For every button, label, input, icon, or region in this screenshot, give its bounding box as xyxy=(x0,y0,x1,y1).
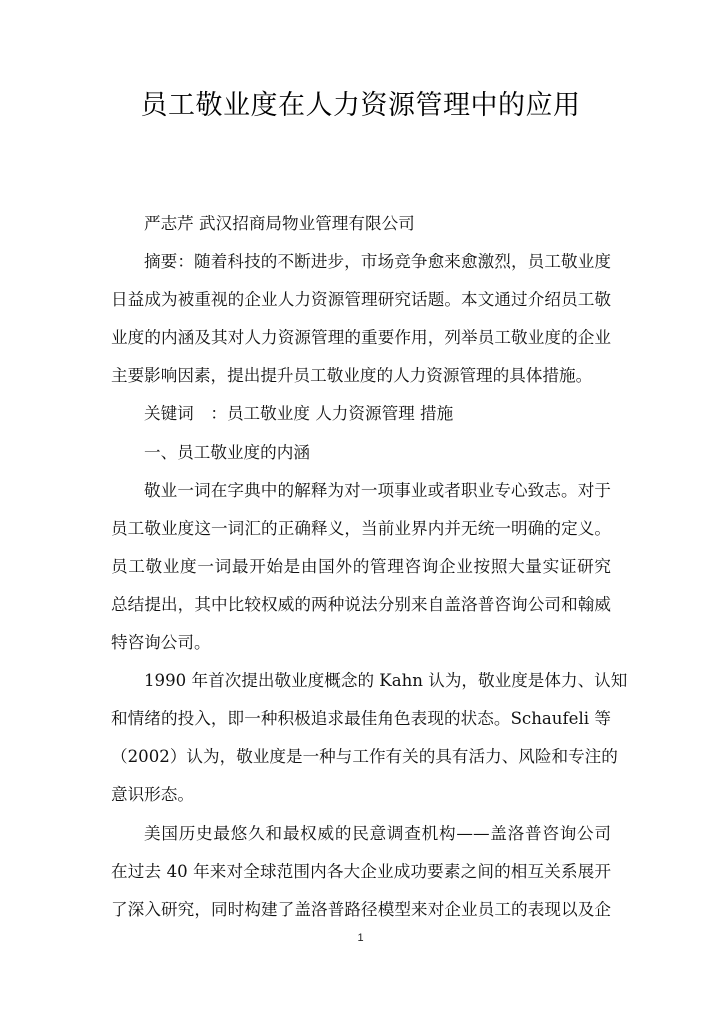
author-line: 严志芹 武汉招商局物业管理有限公司 xyxy=(144,214,415,233)
paragraph-line: 员工敬业度这一词汇的正确释义，当前业界内并无统一明确的定义。 xyxy=(111,518,611,538)
abstract-line: 摘要：随着科技的不断进步，市场竞争愈来愈激烈，员工敬业度 xyxy=(144,252,611,272)
paragraph xyxy=(111,662,628,814)
paragraph-line: 特咨询公司。 xyxy=(111,633,211,653)
paragraph-line: 了深入研究，同时构建了盖洛普路径模型来对企业员工的表现以及企 xyxy=(111,899,611,919)
paragraph-line: （2002）认为，敬业度是一种与工作有关的具有活力、风险和专注的 xyxy=(111,747,618,767)
abstract-line: 主要影响因素，提出提升员工敬业度的人力资源管理的具体措施。 xyxy=(111,366,593,386)
section-heading: 一、员工敬业度的内涵 xyxy=(144,442,310,462)
paragraph-line: 1990 年首次提出敬业度概念的 Kahn 认为，敬业度是体力、认知 xyxy=(144,671,628,691)
document-body xyxy=(111,205,628,929)
keywords: 关键词 ：员工敬业度 人力资源管理 措施 xyxy=(144,404,454,424)
paragraph-line: 员工敬业度一词最开始是由国外的管理咨询企业按照大量实证研究 xyxy=(111,556,611,576)
paragraph-line: 敬业一词在字典中的解释为对一项事业或者职业专心致志。对于 xyxy=(144,480,611,500)
abstract xyxy=(111,243,611,395)
page-number: 1 xyxy=(357,932,364,944)
abstract-line: 业度的内涵及其对人力资源管理的重要作用，列举员工敬业度的企业 xyxy=(111,328,611,348)
paragraph xyxy=(111,815,611,929)
paragraph-line: 总结提出，其中比较权威的两种说法分别来自盖洛普咨询公司和翰威 xyxy=(111,594,611,614)
paragraph-line: 美国历史最悠久和最权威的民意调查机构——盖洛普咨询公司 xyxy=(144,823,611,843)
paragraph-line: 和情绪的投入，即一种积极追求最佳角色表现的状态。Schaufeli 等 xyxy=(111,709,611,729)
paragraph-line: 在过去 40 年来对全球范围内各大企业成功要素之间的相互关系展开 xyxy=(111,861,611,881)
paragraph-line: 意识形态。 xyxy=(111,785,194,805)
document-title: 员工敬业度在人力资源管理中的应用 xyxy=(140,90,581,121)
abstract-line: 日益成为被重视的企业人力资源管理研究话题。本文通过介绍员工敬 xyxy=(111,290,611,310)
paragraph xyxy=(111,472,611,662)
